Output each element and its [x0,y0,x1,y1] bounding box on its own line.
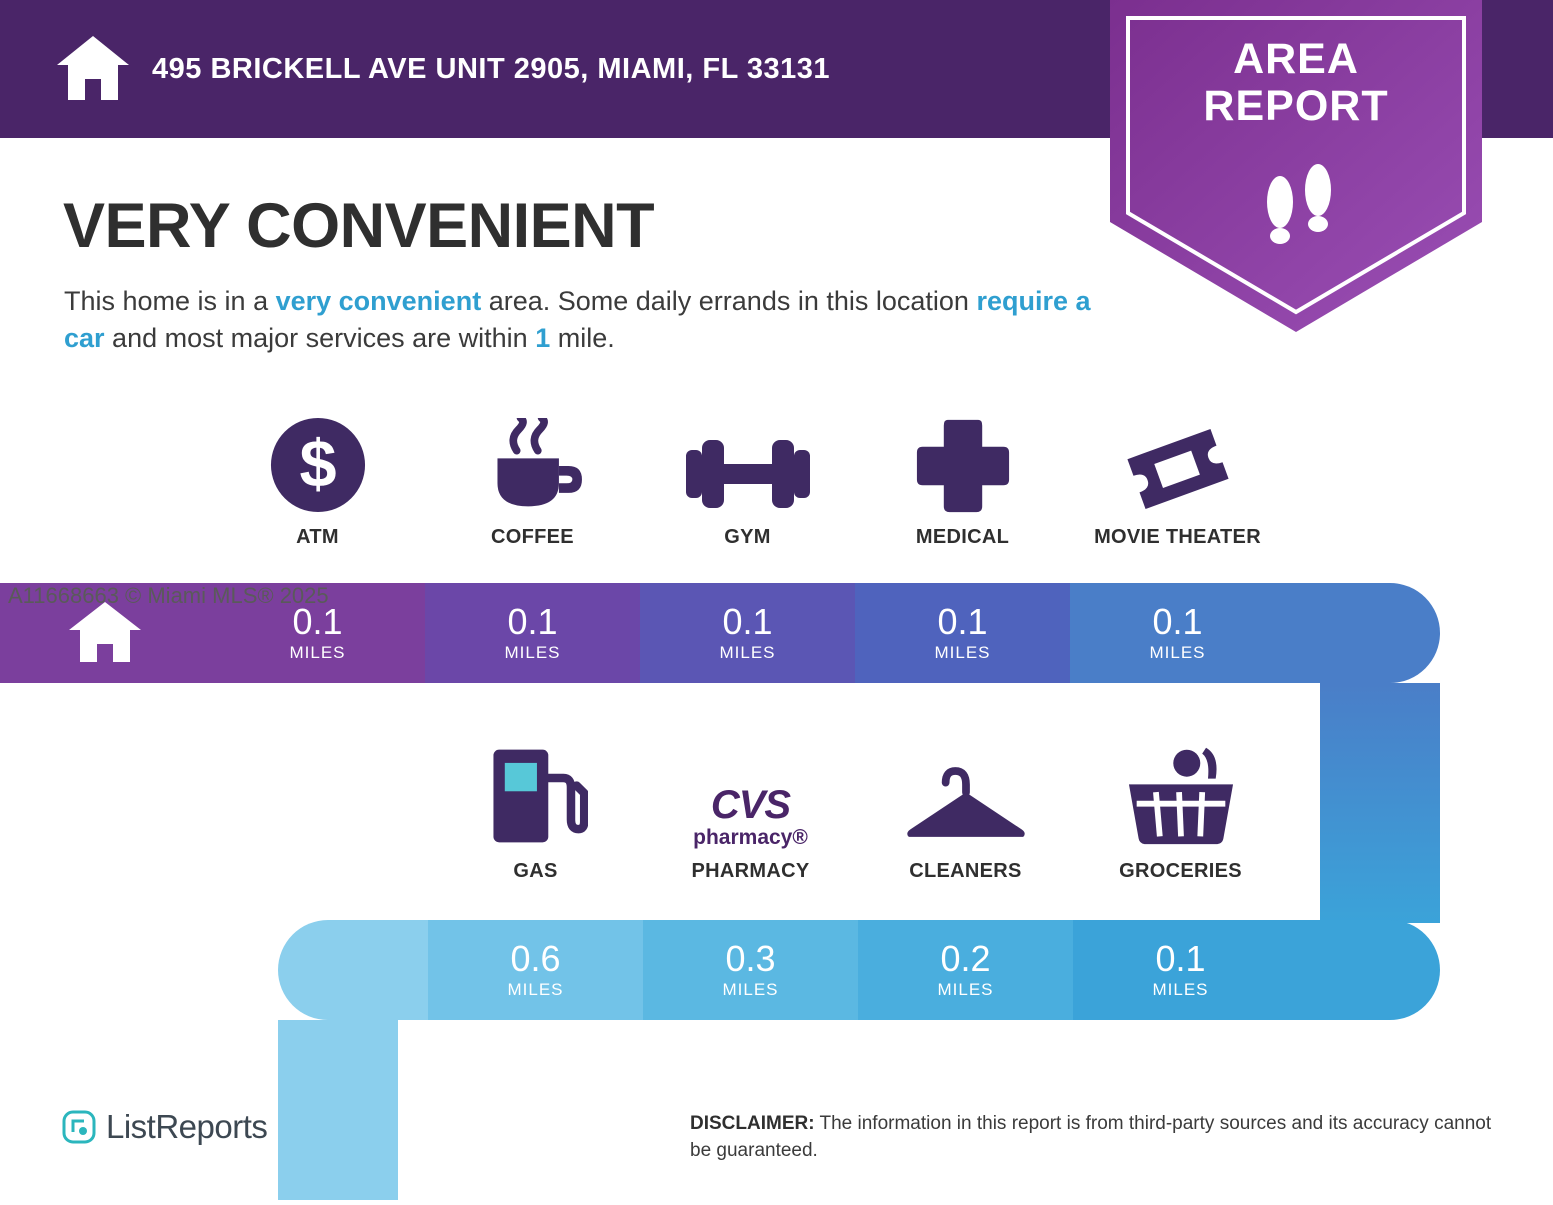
amenity-pharmacy [643,752,858,883]
distance-unit: MILES [1149,643,1206,662]
distance-unit: MILES [504,643,561,662]
amenity-icon-row-1 [210,418,1285,549]
distance-groceries [1073,920,1288,1020]
amenity-gas [428,752,643,883]
gas-pump-icon [428,752,643,848]
ticket-icon [1070,418,1285,514]
listreports-logo[interactable] [62,1108,267,1146]
medical-cross-icon [855,418,1070,514]
distance-unit: MILES [1152,980,1209,999]
coffee-cup-icon [425,418,640,514]
amenity-label: MEDICAL [915,526,1010,548]
summary-part-3: and most major services are within [104,323,536,353]
amenity-label: GAS [513,860,558,882]
amenity-label: COFFEE [491,526,574,548]
distance-value: 0.1 [292,601,343,642]
dollar-circle-icon [210,418,425,514]
bar-tail-left [278,1020,398,1200]
amenity-label: MOVIE THEATER [1094,526,1261,548]
distance-pharmacy [643,920,858,1020]
listreports-logo-text: ListReports [106,1108,268,1145]
amenity-cleaners [858,752,1073,883]
home-icon [55,32,131,104]
disclaimer-text: The information in this report is from third-party sources and its accuracy cannot be guaranteed. [690,1113,1492,1161]
row2-tail [1288,920,1440,1020]
amenity-label: CLEANERS [909,860,1022,882]
amenity-icon-row-2 [428,752,1288,883]
distance-medical [855,583,1070,683]
summary-text [64,283,1094,357]
distance-value: 0.2 [940,938,991,979]
distance-unit: MILES [934,643,991,662]
grocery-basket-icon [1073,752,1288,848]
distance-movie-theater [1070,583,1285,683]
row1-tail [1285,583,1440,683]
amenity-atm [210,418,425,549]
cvs-wordmark: CVS [710,783,791,827]
page-title: VERY CONVENIENT [63,191,655,261]
summary-part-4: mile. [550,323,615,353]
cvs-subtext: pharmacy® [693,826,808,849]
summary-highlight-3: 1 [535,323,551,353]
footsteps-icon [1260,150,1340,250]
distance-value: 0.3 [725,938,776,979]
distance-value: 0.1 [937,601,988,642]
banner-title-line1: AREA [1233,35,1359,83]
dumbbell-icon [640,418,855,514]
amenity-label: GROCERIES [1119,860,1242,882]
banner-title [1110,36,1482,130]
distance-unit: MILES [937,980,994,999]
banner-title-line2: REPORT [1203,82,1389,130]
listreports-logo-icon [62,1110,96,1144]
disclaimer-label: DISCLAIMER: [690,1113,815,1134]
distance-unit: MILES [507,980,564,999]
distance-cleaners [858,920,1073,1020]
bar-connector-right [1320,683,1440,923]
distance-value: 0.1 [507,601,558,642]
summary-highlight-1: very convenient [275,286,482,316]
distance-bar-row-2 [278,920,1440,1020]
summary-part-2: area. Some daily errands in this location [481,286,977,316]
svg-text:$: $ [298,427,337,502]
distance-coffee [425,583,640,683]
distance-value: 0.1 [1155,938,1206,979]
property-address: 495 BRICKELL AVE UNIT 2905, MIAMI, FL 33131 [152,53,830,85]
cvs-pharmacy-logo [643,752,858,848]
distance-unit: MILES [722,980,779,999]
area-report-banner [1110,0,1482,332]
amenity-label: GYM [724,526,771,548]
amenity-label: ATM [296,526,339,548]
row2-lead [278,920,428,1020]
amenity-medical [855,418,1070,549]
distance-gym [640,583,855,683]
distance-value: 0.1 [1152,601,1203,642]
distance-value: 0.1 [722,601,773,642]
distance-unit: MILES [719,643,776,662]
amenity-label: PHARMACY [691,860,810,882]
distance-value: 0.6 [510,938,561,979]
amenity-groceries [1073,752,1288,883]
disclaimer [690,1110,1500,1164]
mls-watermark: A11668663 © Miami MLS® 2025 [8,583,329,608]
distance-unit: MILES [289,643,346,662]
amenity-movie-theater [1070,418,1285,549]
amenity-coffee [425,418,640,549]
amenity-gym [640,418,855,549]
summary-part-1: This home is in a [64,286,276,316]
hanger-icon [858,752,1073,848]
summary-highlight-2: require a car [64,286,1091,353]
distance-gas [428,920,643,1020]
